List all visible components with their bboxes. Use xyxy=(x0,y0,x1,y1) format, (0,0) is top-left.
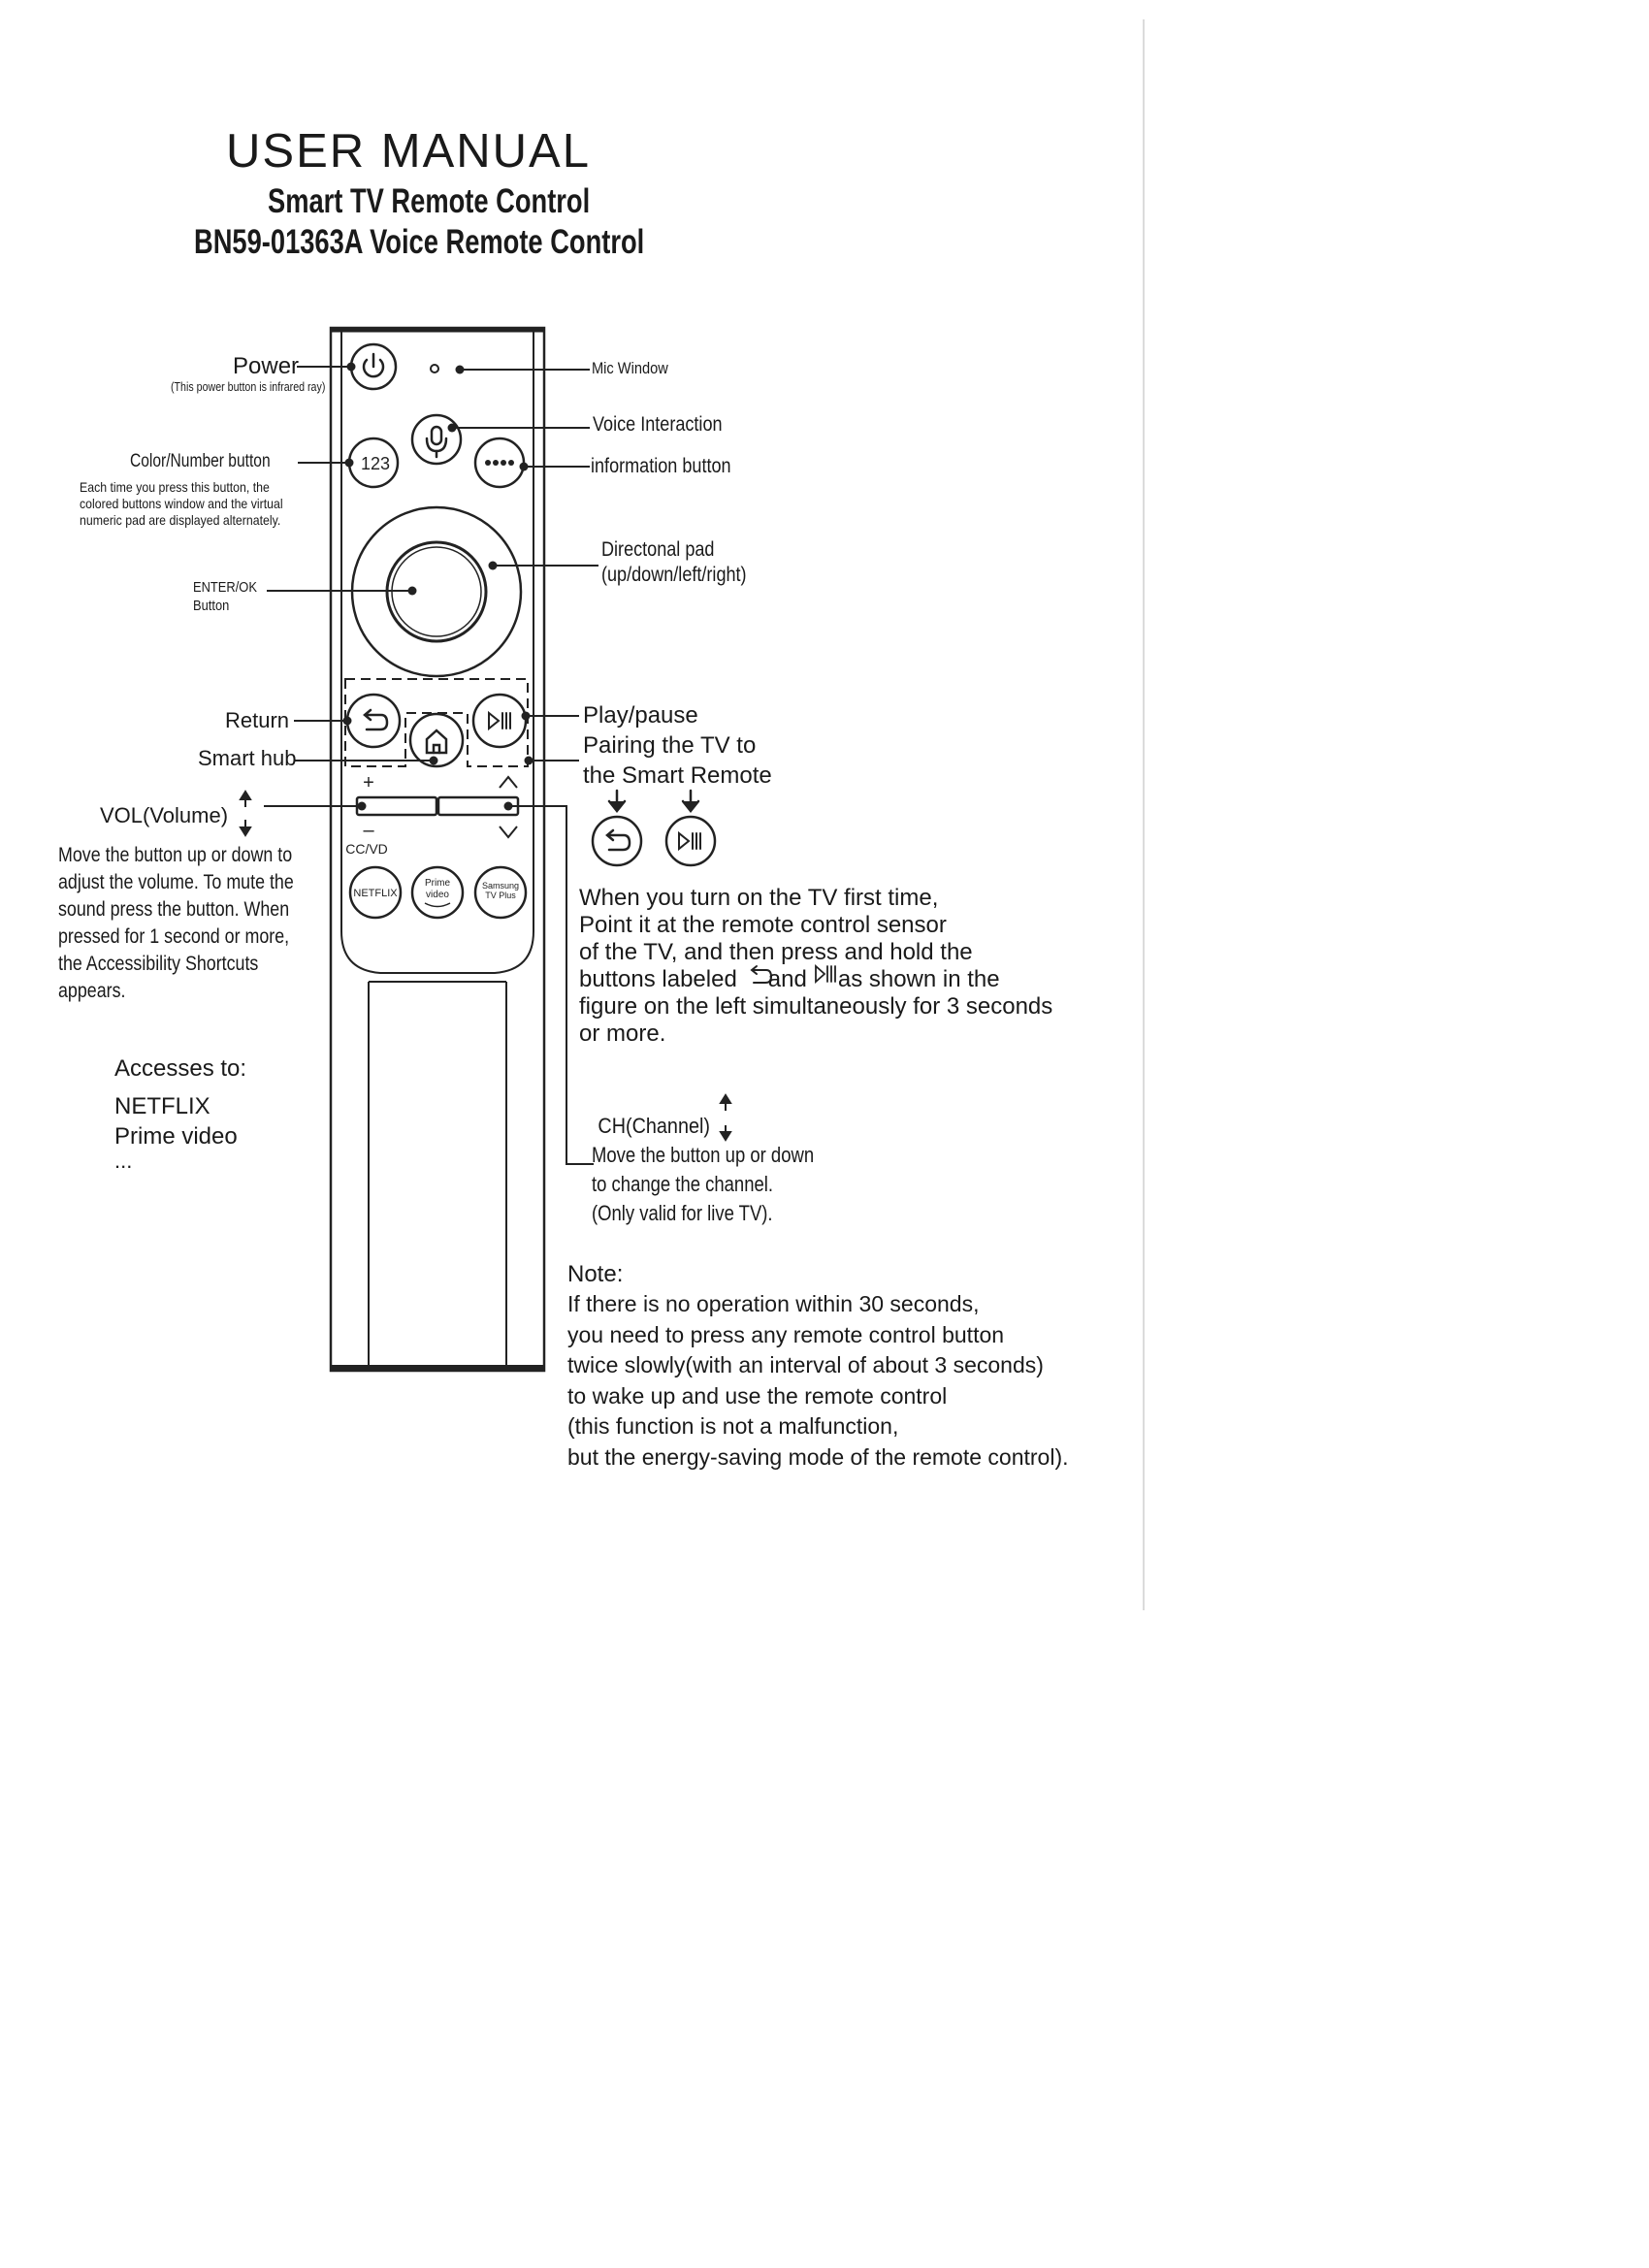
return-button xyxy=(347,695,400,747)
label-power: Power xyxy=(233,353,300,379)
info-button xyxy=(475,438,524,487)
label-smart-hub: Smart hub xyxy=(198,746,297,770)
vol-plus-label: + xyxy=(363,772,374,794)
label-directional-pad: Directonal pad xyxy=(601,538,715,561)
microphone-icon xyxy=(427,427,446,457)
vol-minus-label: – xyxy=(363,820,374,841)
ccvd-label: CC/VD xyxy=(345,841,388,857)
prime-button-label-1: Prime xyxy=(424,878,451,889)
label-information-button: information button xyxy=(591,455,731,477)
note-body: If there is no operation within 30 seconds, you need to press any remote control button twice slowly(with an interval of about 3 seconds) to wake up and use the remote control (this function is not a malfunction, but the energy-saving mode of the remote control). xyxy=(567,1291,1069,1470)
label-voice-interaction: Voice Interaction xyxy=(593,413,723,436)
play-pause-icon xyxy=(489,713,510,729)
power-icon xyxy=(364,354,383,376)
samsung-button-label-2: TV Plus xyxy=(485,891,516,900)
prime-button-label-2: video xyxy=(426,890,449,900)
label-color-number-desc: Each time you press this button, the colored buttons window and the virtual numeric pad are displayed alternately. xyxy=(80,479,283,528)
label-mic-window: Mic Window xyxy=(592,359,668,377)
label-color-number: Color/Number button xyxy=(130,451,271,471)
pairing-play-pause-icon xyxy=(679,833,700,849)
mic-window-hole xyxy=(431,365,438,373)
note-title: Note: xyxy=(567,1261,624,1287)
manual-subtitle-model: BN59-01363A Voice Remote Control xyxy=(194,223,645,261)
num-button-label: 123 xyxy=(360,454,391,473)
label-return: Return xyxy=(225,708,290,732)
label-enter-ok: ENTER/OK xyxy=(193,579,257,596)
label-ch-desc: Move the button up or down to change the channel. (Only valid for live TV). xyxy=(592,1143,815,1225)
label-vol: VOL(Volume) xyxy=(100,803,229,827)
label-ellipsis: ... xyxy=(114,1149,133,1173)
ch-up-down-arrows xyxy=(721,1095,730,1140)
home-icon xyxy=(427,730,446,753)
label-ch: CH(Channel) xyxy=(598,1114,710,1138)
label-netflix: NETFLIX xyxy=(114,1093,210,1119)
label-vol-desc: Move the button up or down to adjust the volume. To mute the sound press the button. When pressed for 1 second or more, the Accessibility Shortcuts appears. xyxy=(58,844,294,1002)
return-arrow-icon xyxy=(365,710,387,729)
label-prime-video: Prime video xyxy=(114,1123,238,1150)
label-pairing-2: the Smart Remote xyxy=(583,762,772,789)
pairing-play-button xyxy=(666,817,715,865)
label-enter-ok-button: Button xyxy=(193,598,230,614)
label-accesses-to: Accesses to: xyxy=(114,1055,247,1082)
samsung-button-label-1: Samsung xyxy=(481,881,520,891)
manual-title: USER MANUAL xyxy=(226,125,591,178)
volume-rocker xyxy=(357,797,436,815)
pairing-return-button xyxy=(593,817,641,865)
vol-up-down-arrows xyxy=(241,792,250,835)
pairing-instructions: When you turn on the TV first time, Point it at the remote control sensor of the TV, and then press and hold the buttons labeled and as shown in the figure on the left simultaneously for 3 seconds or more. xyxy=(579,885,1053,1047)
pairing-return-icon xyxy=(607,830,630,850)
label-play-pause: Play/pause xyxy=(583,702,698,729)
more-dots-icon xyxy=(485,460,514,466)
label-directional-pad-sub: (up/down/left/right) xyxy=(601,564,747,586)
label-pairing-1: Pairing the TV to xyxy=(583,732,757,759)
manual-subtitle-product: Smart TV Remote Control xyxy=(268,182,591,220)
label-power-note: (This power button is infrared ray) xyxy=(171,379,326,394)
netflix-button-label: NETFLIX xyxy=(353,888,398,899)
